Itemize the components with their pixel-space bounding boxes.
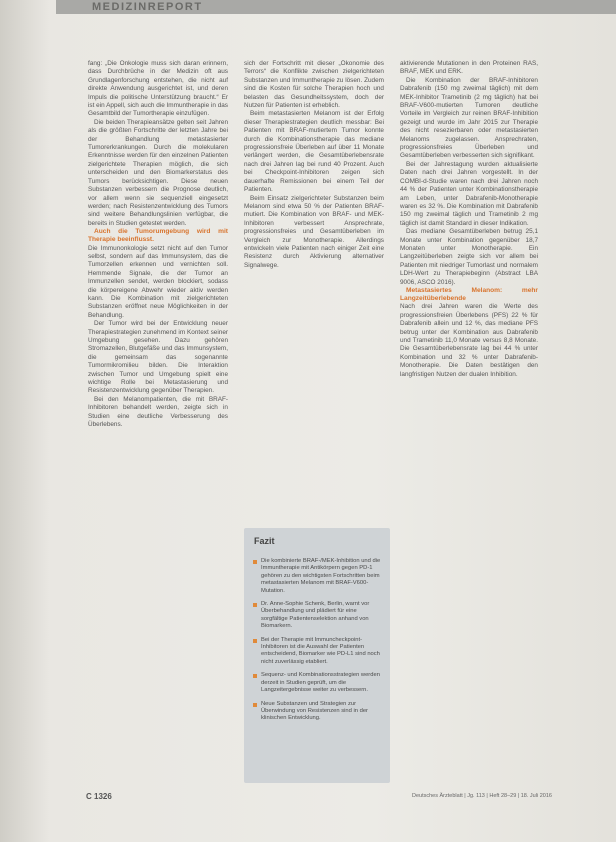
subheading: Auch die Tumorumgebung wird mit Therapie beeinflusst. bbox=[88, 228, 228, 244]
fazit-item: Neue Substanzen und Strategien zur Überwindung von Resistenzen sind in der klinischen Entwicklung. bbox=[252, 701, 384, 723]
paragraph: Der Tumor wird bei der Entwicklung neuer Therapiestrategien zunehmend im Kontext seiner Umgebung gesehen. Dazu gehören Stromazellen, Blutgefäße und das Immunsystem, die gemeinsam das sogenannte Tumormikromilieu bilden. Die Interaktion zwischen Tumor und Umgebung spielt eine wichtige Rolle bei Metastasierung und Resistenzentwicklung gegenüber Therapien. bbox=[88, 320, 228, 395]
subheading: Metastasiertes Melanom: mehr Langzeitüberlebende bbox=[400, 286, 538, 303]
fazit-item: Dr. Anne-Sophie Schenk, Berlin, warnt vor Überbehandlung und plädiert für eine sorgfältige Patientenselektion anhand von Biomarkern. bbox=[252, 601, 384, 631]
paragraph: Nach drei Jahren waren die Werte des progressionsfreien Überlebens (PFS) 22 % für Dabrafenib allein und 12 %, das mediane PFS betrug unter der Kombination aus Dabrafenib und Trametinib 11,0 Monate versus 8,8 Monate. Die Gesamtüberlebensrate lag bei 44 % unter Kombination und 32 % unter Dabrafenib-Monotherapie. Die Daten bestätigen den langfristigen Nutzen der dualen Inhibition. bbox=[400, 303, 538, 378]
fazit-item: Bei der Therapie mit Immuncheckpoint-Inhibitoren ist die Auswahl der Patienten entscheidend, Biomarker wie PD-L1 sind noch nicht zuverlässig etabliert. bbox=[252, 637, 384, 667]
paragraph: Die Kombination der BRAF-Inhibitoren Dabrafenib (150 mg zweimal täglich) mit dem MEK-Inhibitor Trametinib (2 mg täglich) hat bei BRAF-V600-mutierten Tumoren deutliche Vorteile im Vergleich zur reinen BRAF-Inhibition gezeigt und wurde im Jahr 2015 zur Therapie des nicht resezierbaren oder metastasierten Melanoms zugelassen. Ansprechraten, progressionsfreies Überleben und Gesamtüberleben verbesserten sich signifikant. bbox=[400, 76, 538, 160]
paragraph: Beim Einsatz zielgerichteter Substanzen beim Melanom sind etwa 50 % der Patienten BRAF-mutiert. Die Kombination von BRAF- und MEK-Inhibitoren verbessert Ansprechrate, progressionsfreies und Gesamtüberleben im Vergleich zur Monotherapie. Allerdings entwickeln viele Patienten nach einiger Zeit eine Resistenz durch Aktivierung alternativer Signalwege. bbox=[244, 194, 384, 269]
paragraph: Beim metastasierten Melanom ist der Erfolg dieser Therapiestrategien deutlich messbar: Bei Patienten mit BRAF-mutiertem Tumor konnte durch die Kombinationstherapie das mediane progressionsfreie Überleben auf über 11 Monate verlängert werden, die Gesamtüberlebensrate nach drei Jahren lag bei rund 40 Prozent. Auch bei Checkpoint-Inhibitoren zeigen sich dauerhafte Remissionen bei einem Teil der Patienten. bbox=[244, 110, 384, 194]
paragraph: Die Immunonkologie setzt nicht auf den Tumor selbst, sondern auf das Immunsystem, das die Tumorzellen erkennen und vernichten soll. Hemmende Signale, die der Tumor an Immunzellen sendet, werden blockiert, sodass die körpereigene Abwehr wieder aktiv werden kann. Die Kombination mit zielgerichteten Substanzen eröffnet neue Möglichkeiten in der Behandlung. bbox=[88, 244, 228, 319]
paragraph: aktivierende Mutationen in den Proteinen RAS, BRAF, MEK und ERK. bbox=[400, 60, 538, 76]
section-label: MEDIZINREPORT bbox=[92, 1, 203, 13]
paragraph: Die beiden Therapieansätze gelten seit Jahren als die größten Fortschritte der letzten Jahre bei der Behandlung metastasierter Tumorerkrankungen. Durch die molekularen Erkenntnisse werden für den einzelnen Patienten zielgerichtete Therapien möglich, die sich unterscheiden und den Biomarkerstatus des Tumors berücksichtigen. Diese neuen Substanzen verbessern die Prognose deutlich, vor allem wenn sie sequenziell eingesetzt werden; nach Resistenzentwicklung des Tumors sind weitere Behandlungslinien verfügbar, die bereits in Studien getestet werden. bbox=[88, 118, 228, 227]
page-number: C 1326 bbox=[86, 792, 112, 801]
paragraph: fang: „Die Onkologie muss sich daran erinnern, dass Durchbrüche in der Medizin oft aus Grundlagenforschung entstehen, die nicht auf direkte Anwendung ausgerichtet ist, und deren Impuls die politische Unterstützung braucht.“ Er ist ein Appell, sich auch die Immuntherapie in das Gesamtbild der Tumortherapie einzufügen. bbox=[88, 60, 228, 118]
paragraph: Das mediane Gesamtüberleben betrug 25,1 Monate unter Kombination gegenüber 18,7 Monaten unter Monotherapie. Ein Langzeitüberleben zeigte sich vor allem bei Patienten mit niedriger Tumorlast und normalem LDH-Wert zu Therapiebeginn (Abstract LBA 9006, ASCO 2016). bbox=[400, 228, 538, 286]
journal-citation: Deutsches Ärzteblatt | Jg. 113 | Heft 28–29 | 18. Juli 2016 bbox=[412, 793, 552, 799]
text-column-2 bbox=[244, 60, 384, 460]
paragraph: Bei den Melanompatienten, die mit BRAF-Inhibitoren behandelt werden, zeigte sich in Studien eine deutliche Verbesserung des Überlebens. bbox=[88, 395, 228, 429]
text-column-3 bbox=[400, 60, 538, 800]
paragraph: sich der Fortschritt mit dieser „Ökonomie des Terrors“ die Konflikte zwischen zielgerichteten Substanzen und Immuntherapie zu lösen. Zudem sind die Kosten für solche Therapien hoch und belasten das Gesundheitssystem, doch der Nutzen für Patienten ist erheblich. bbox=[244, 60, 384, 110]
fazit-box bbox=[244, 528, 390, 783]
paragraph: Bei der Jahrestagung wurden aktualisierte Daten nach drei Jahren vorgestellt. In der COMBI-d-Studie waren nach drei Jahren noch 44 % der Patienten unter Kombinationstherapie am Leben, unter Dabrafenib-Monotherapie waren es 32 %. Die Kombination mit Dabrafenib 150 mg zweimal täglich und Trametinib 2 mg täglich ist damit Standard in dieser Indikation. bbox=[400, 160, 538, 227]
fazit-item: Die kombinierte BRAF-/MEK-Inhibition und die Immuntherapie mit Antikörpern gegen PD-1 gehören zu den wichtigsten Fortschritten beim metastasierten Melanom mit BRAF-V600-Mutation. bbox=[252, 558, 384, 595]
text-column-1 bbox=[88, 60, 228, 800]
fazit-title: Fazit bbox=[254, 536, 275, 546]
fazit-item: Sequenz- und Kombinationsstrategien werden derzeit in Studien geprüft, um die Langzeitergebnisse weiter zu verbessern. bbox=[252, 672, 384, 694]
fazit-list bbox=[252, 558, 384, 729]
